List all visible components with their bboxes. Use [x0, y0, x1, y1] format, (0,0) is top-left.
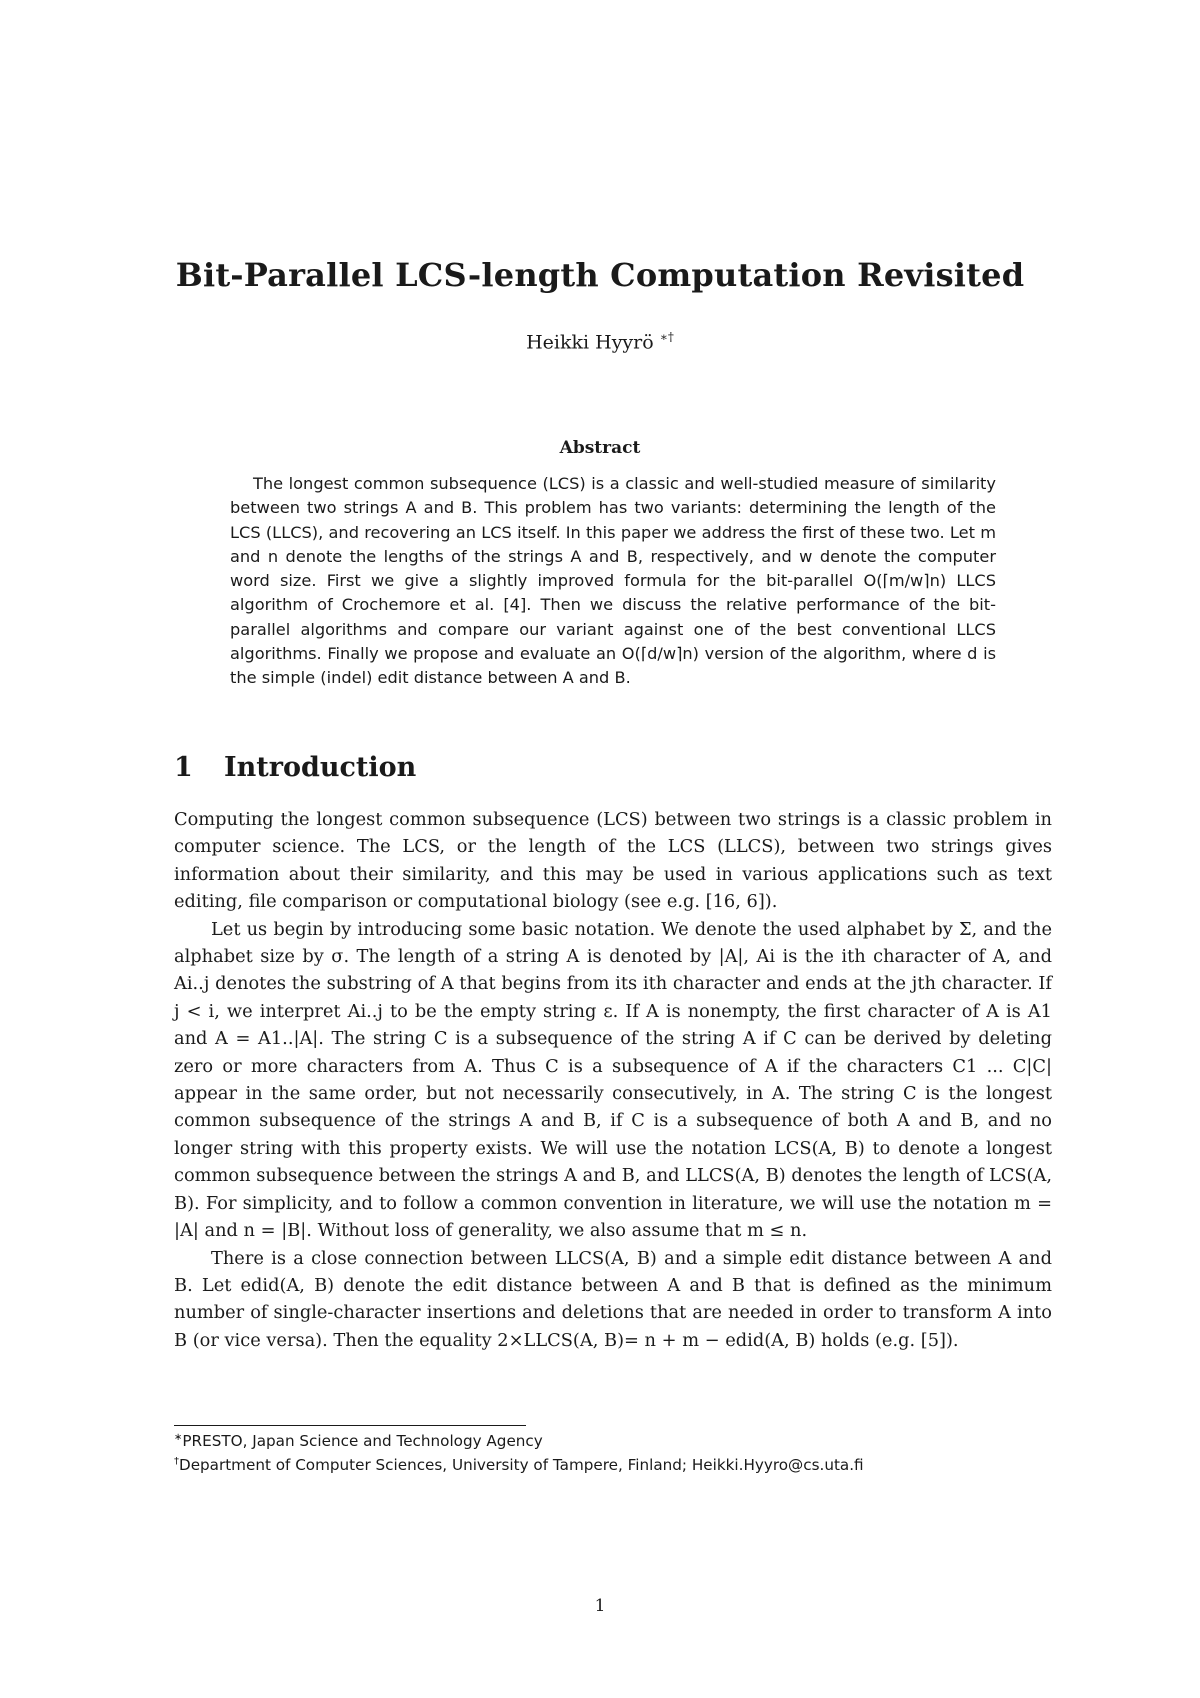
footnote	[174, 1456, 864, 1474]
page-number: 1	[594, 1596, 606, 1616]
paragraph: Let us begin by introducing some basic notation. We denote the used alphabet by Σ, and the alphabet size by σ. The length of a string A is denoted by |A|, Ai is the ith character of A, and Ai..j denotes the substring of A that begins from its ith character and ends at the jth character. If j < i, we interpret Ai..j to be the empty string ε. If A is nonempty, the first character of A is A1 and A = A1..|A|. The string C is a subsequence of the string A if C can be derived by deleting zero or more characters from A. Thus C is a subsequence of A if the characters C1 ... C|C| appear in the same order, but not necessarily consecutively, in A. The string C is the longest common subsequence of the strings A and B, if C is a subsequence of both A and B, and no longer string with this property exists. We will use the notation LCS(A, B) to denote a longest common subsequence between the strings A and B, and LLCS(A, B) denotes the length of LCS(A, B). For simplicity, and to follow a common convention in literature, we will use the notation m = |A| and n = |B|. Without loss of generality, we also assume that m ≤ n.	[174, 918, 1052, 1242]
footnote-rule	[174, 1425, 526, 1426]
section-heading	[174, 752, 416, 783]
author-footnote-marks: ∗†	[659, 330, 674, 344]
footnote-mark: †	[174, 1456, 179, 1467]
footnote	[174, 1432, 543, 1450]
footnote-text: Department of Computer Sciences, University of Tampere, Finland; Heikki.Hyyro@cs.uta.fi	[179, 1456, 864, 1475]
paragraph: Computing the longest common subsequence (LCS) between two strings is a classic problem in computer science. The LCS, or the length of the LCS (LLCS), between two strings gives information about their similarity, and this may be used in various applications such as text editing, file comparison or computational biology (see e.g. [16, 6]).	[174, 809, 1052, 913]
section-number: 1	[174, 752, 193, 783]
author-line	[0, 330, 1200, 353]
footnote-mark: ∗	[174, 1432, 183, 1443]
paper-title: Bit-Parallel LCS-length Computation Revisited	[175, 256, 1025, 294]
footnote-text: PRESTO, Japan Science and Technology Agency	[182, 1432, 543, 1451]
paragraph: There is a close connection between LLCS(A, B) and a simple edit distance between A and B. Let edid(A, B) denote the edit distance between A and B that is defined as the minimum number of single-character insertions and deletions that are needed in order to transform A into B (or vice versa). Then the equality 2×LLCS(A, B)= n + m − edid(A, B) holds (e.g. [5]).	[174, 1247, 1052, 1351]
author-name: Heikki Hyyrö	[526, 331, 654, 354]
body-text	[174, 806, 1052, 1354]
abstract-heading: Abstract	[559, 438, 641, 458]
section-title: Introduction	[224, 752, 417, 783]
abstract-text: The longest common subsequence (LCS) is a classic and well-studied measure of similarity between two strings A and B. This problem has two variants: determining the length of the LCS (LLCS), and recovering an LCS itself. In this paper we address the first of these two. Let m and n denote the lengths of the strings A and B, respectively, and w denote the computer word size. First we give a slightly improved formula for the bit-parallel O(⌈m/w⌉n) LLCS algorithm of Crochemore et al. [4]. Then we discuss the relative performance of the bit-parallel algorithms and compare our variant against one of the best conventional LLCS algorithms. Finally we propose and evaluate an O(⌈d/w⌉n) version of the algorithm, where d is the simple (indel) edit distance between A and B.	[230, 474, 996, 688]
